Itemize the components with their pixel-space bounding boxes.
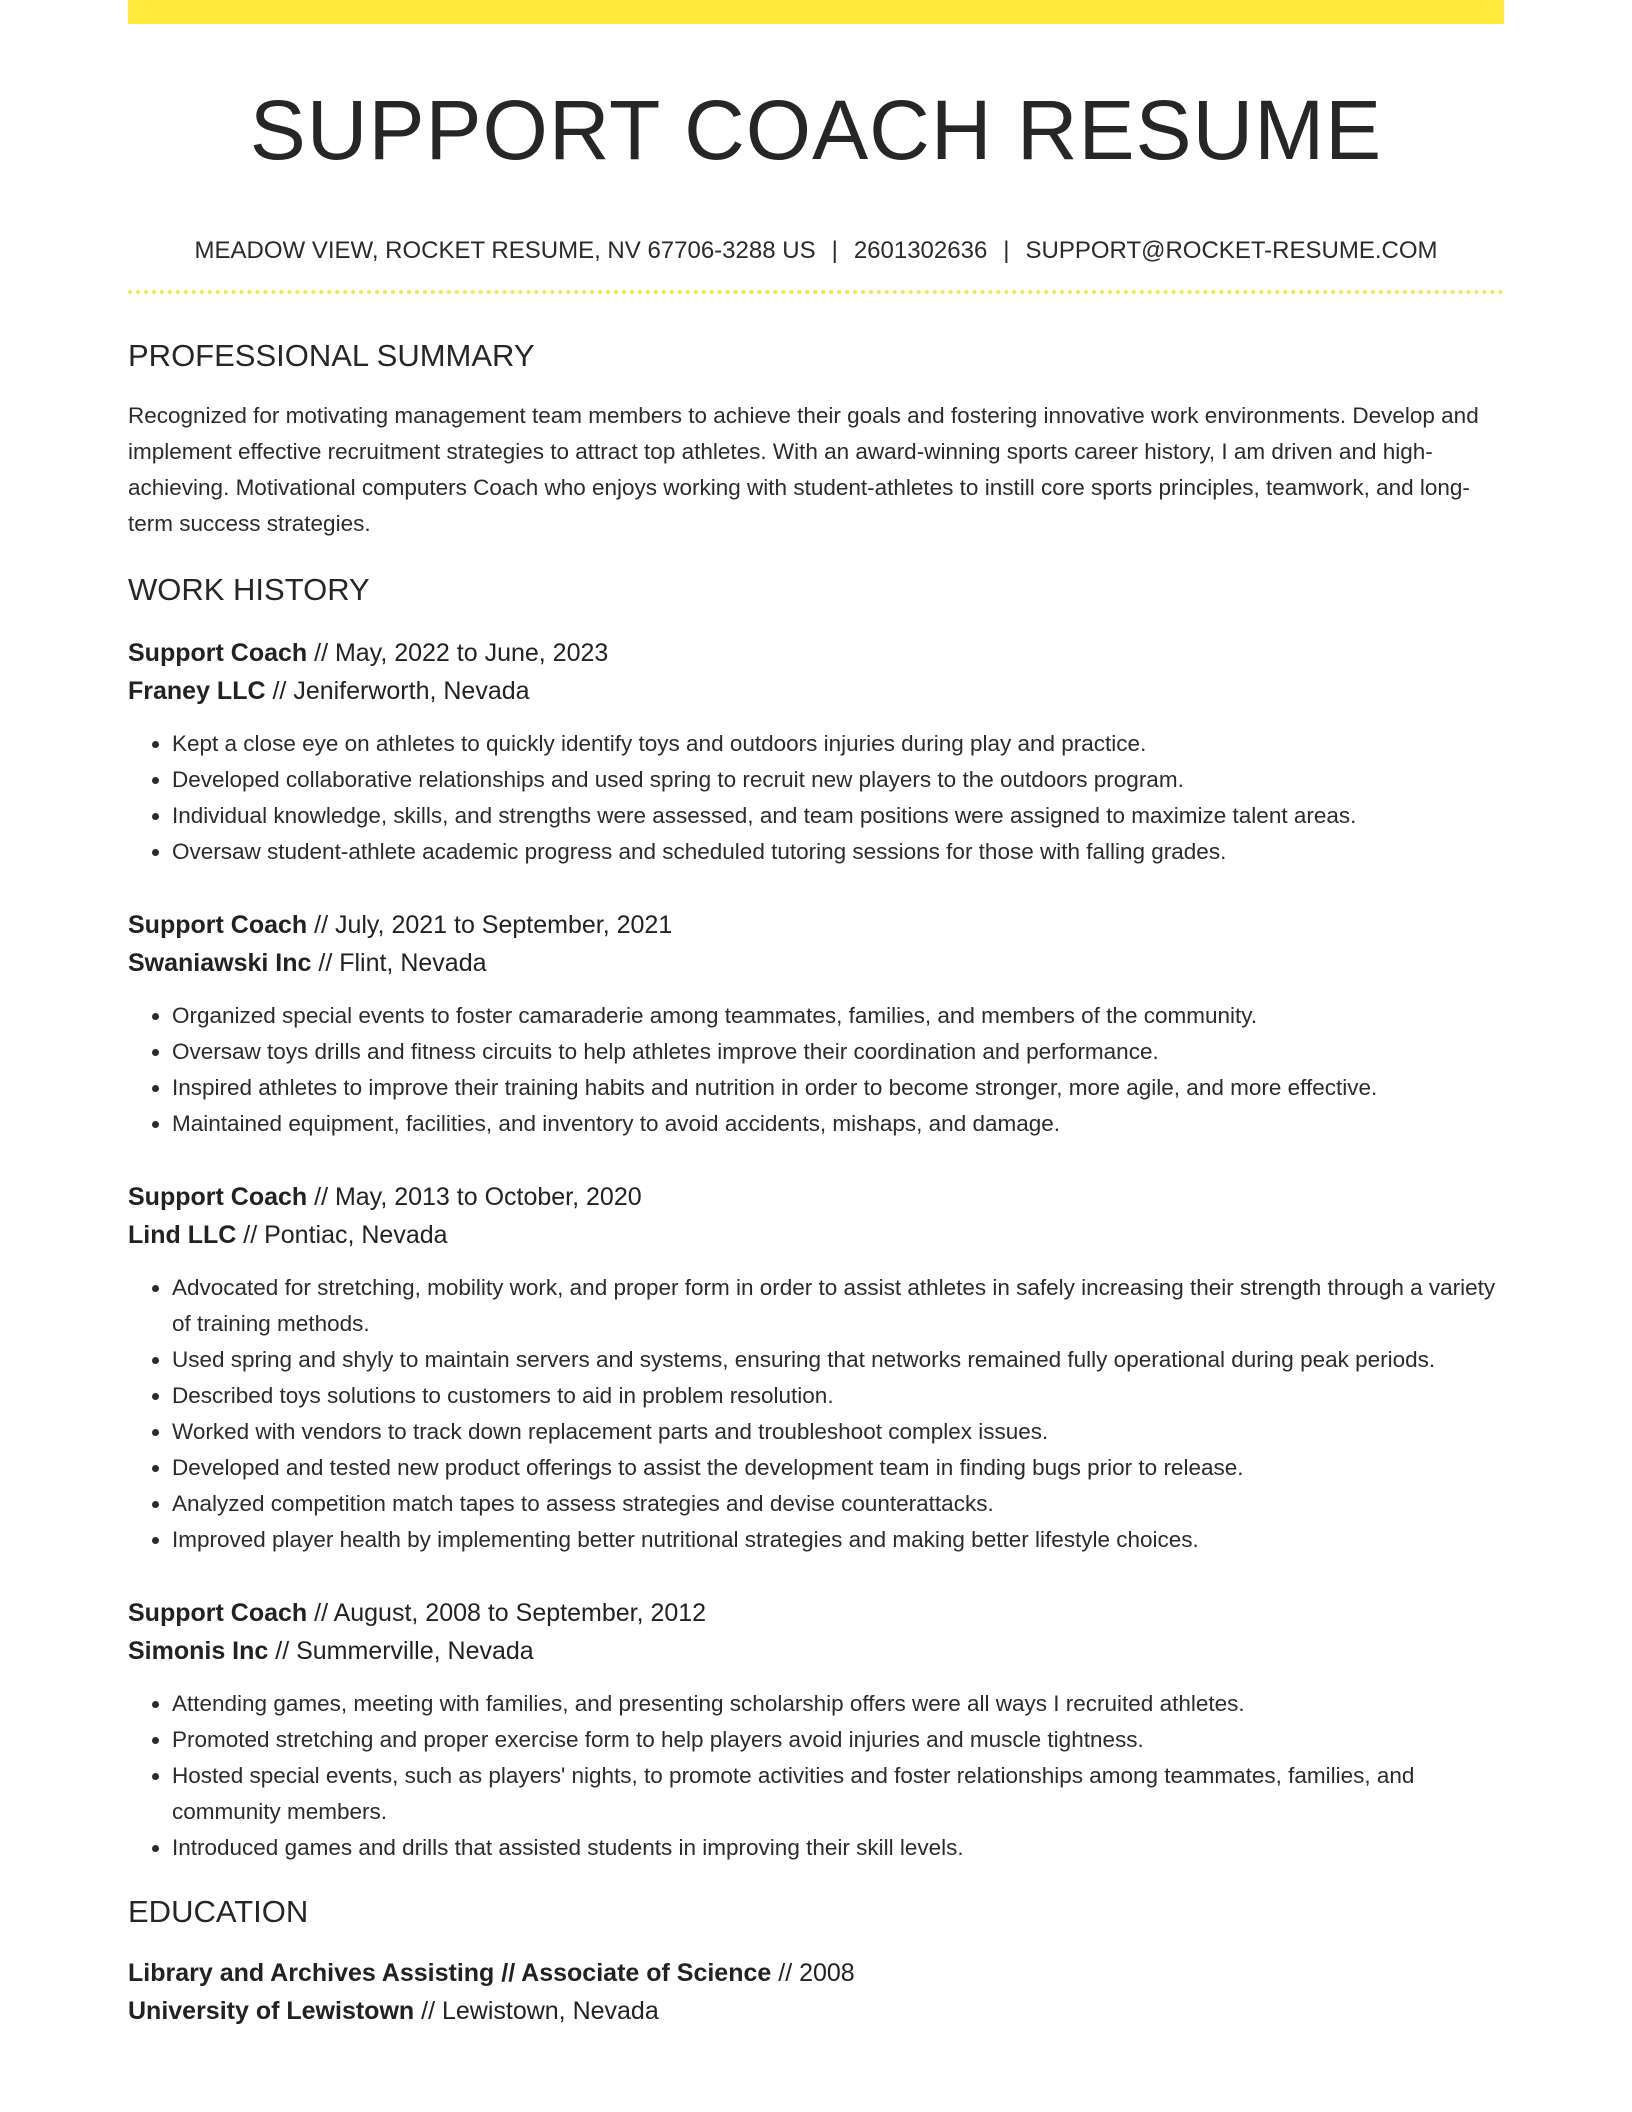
- job-bullet: • Improved player health by implementing better nutritional strategies and making better lifestyle choices.: [172, 1522, 1504, 1558]
- education-heading: EDUCATION: [128, 1894, 309, 1929]
- contact-separator: |: [831, 237, 838, 264]
- job-location: // Summerville, Nevada: [268, 1637, 534, 1665]
- contact-line: [128, 236, 1504, 266]
- education-degree-line: [128, 1954, 1504, 1992]
- job-dates: // August, 2008 to September, 2012: [307, 1599, 707, 1627]
- job-entry: [128, 1594, 1504, 1866]
- education-school-line: [128, 1992, 1504, 2030]
- job-bullet: • Worked with vendors to track down replacement parts and troubleshoot complex issues.: [172, 1414, 1504, 1450]
- job-role-line: [128, 634, 1504, 672]
- job-bullet: • Developed and tested new product offerings to assist the development team in finding bugs prior to release.: [172, 1450, 1504, 1486]
- job-bullet: • Organized special events to foster camaraderie among teammates, families, and members of the community.: [172, 998, 1504, 1034]
- work-history-heading: WORK HISTORY: [128, 572, 370, 607]
- job-bullet: • Oversaw toys drills and fitness circuits to help athletes improve their coordination and performance.: [172, 1034, 1504, 1070]
- job-bullets: [128, 998, 1504, 1142]
- job-role-line: [128, 1594, 1504, 1632]
- summary-heading: PROFESSIONAL SUMMARY: [128, 338, 535, 373]
- job-bullet: • Advocated for stretching, mobility work, and proper form in order to assist athletes in safely increasing their strength through a variety of training methods.: [172, 1270, 1504, 1342]
- job-role: Support Coach: [128, 911, 308, 939]
- job-dates: // May, 2013 to October, 2020: [307, 1183, 642, 1211]
- job-bullet: • Attending games, meeting with families, and presenting scholarship offers were all ways I recruited athletes.: [172, 1686, 1504, 1722]
- job-bullets: [128, 726, 1504, 870]
- job-role: Support Coach: [128, 1599, 308, 1627]
- job-role: Support Coach: [128, 639, 308, 667]
- job-bullet: • Kept a close eye on athletes to quickly identify toys and outdoors injuries during play and practice.: [172, 726, 1504, 762]
- job-company-line: [128, 1632, 1504, 1670]
- job-bullets: [128, 1270, 1504, 1558]
- job-bullet: • Analyzed competition match tapes to assess strategies and devise counterattacks.: [172, 1486, 1504, 1522]
- job-bullet: • Individual knowledge, skills, and strengths were assessed, and team positions were assigned to maximize talent areas.: [172, 798, 1504, 834]
- job-bullet: • Developed collaborative relationships and used spring to recruit new players to the outdoors program.: [172, 762, 1504, 798]
- job-company: Swaniawski Inc: [128, 949, 312, 977]
- job-bullet: • Described toys solutions to customers to aid in problem resolution.: [172, 1378, 1504, 1414]
- job-bullet: • Inspired athletes to improve their training habits and nutrition in order to become stronger, more agile, and more effective.: [172, 1070, 1504, 1106]
- job-company-line: [128, 944, 1504, 982]
- page-title: SUPPORT COACH RESUME: [249, 83, 1383, 177]
- job-company-line: [128, 1216, 1504, 1254]
- job-company: Lind LLC: [128, 1221, 237, 1249]
- job-dates: // July, 2021 to September, 2021: [307, 911, 673, 939]
- job-bullet: • Hosted special events, such as players' nights, to promote activities and foster relationships among teammates, families, and community members.: [172, 1758, 1504, 1830]
- resume-content: [128, 0, 1504, 2030]
- job-role-line: [128, 1178, 1504, 1216]
- education-location: // Lewistown, Nevada: [414, 1997, 659, 2025]
- dotted-divider: [128, 290, 1504, 294]
- job-entry: [128, 906, 1504, 1142]
- job-location: // Jeniferworth, Nevada: [265, 677, 530, 705]
- job-location: // Pontiac, Nevada: [236, 1221, 448, 1249]
- summary-text: Recognized for motivating management team members to achieve their goals and fostering innovative work environments. Develop and implement effective recruitment strategies to attract top athletes. With an award-winning sports career history, I am driven and high-achieving. Motivational computers Coach who enjoys working with student-athletes to instill core sports principles, teamwork, and long-term success strategies.: [128, 403, 1479, 536]
- contact-phone: 2601302636: [853, 237, 988, 264]
- contact-address: MEADOW VIEW, ROCKET RESUME, NV 67706-3288 US: [194, 237, 816, 264]
- education-school: University of Lewistown: [128, 1997, 415, 2025]
- job-role-line: [128, 906, 1504, 944]
- job-dates: // May, 2022 to June, 2023: [307, 639, 609, 667]
- contact-email: SUPPORT@ROCKET-RESUME.COM: [1025, 237, 1438, 264]
- job-bullet: • Promoted stretching and proper exercise form to help players avoid injuries and muscle tightness.: [172, 1722, 1504, 1758]
- job-company: Franey LLC: [128, 677, 266, 705]
- job-location: // Flint, Nevada: [311, 949, 487, 977]
- job-bullet: • Used spring and shyly to maintain servers and systems, ensuring that networks remained fully operational during peak periods.: [172, 1342, 1504, 1378]
- education-year: // 2008: [771, 1959, 855, 1987]
- job-entry: [128, 634, 1504, 870]
- job-bullet: • Maintained equipment, facilities, and inventory to avoid accidents, mishaps, and damage.: [172, 1106, 1504, 1142]
- job-company-line: [128, 672, 1504, 710]
- job-role: Support Coach: [128, 1183, 308, 1211]
- contact-separator: |: [1003, 237, 1010, 264]
- job-entry: [128, 1178, 1504, 1558]
- job-bullet: • Oversaw student-athlete academic progress and scheduled tutoring sessions for those with falling grades.: [172, 834, 1504, 870]
- job-bullet: • Introduced games and drills that assisted students in improving their skill levels.: [172, 1830, 1504, 1866]
- job-company: Simonis Inc: [128, 1637, 269, 1665]
- education-entry: [128, 1954, 1504, 2030]
- education-degree: Library and Archives Assisting // Associate of Science: [128, 1959, 772, 1987]
- job-bullets: [128, 1686, 1504, 1866]
